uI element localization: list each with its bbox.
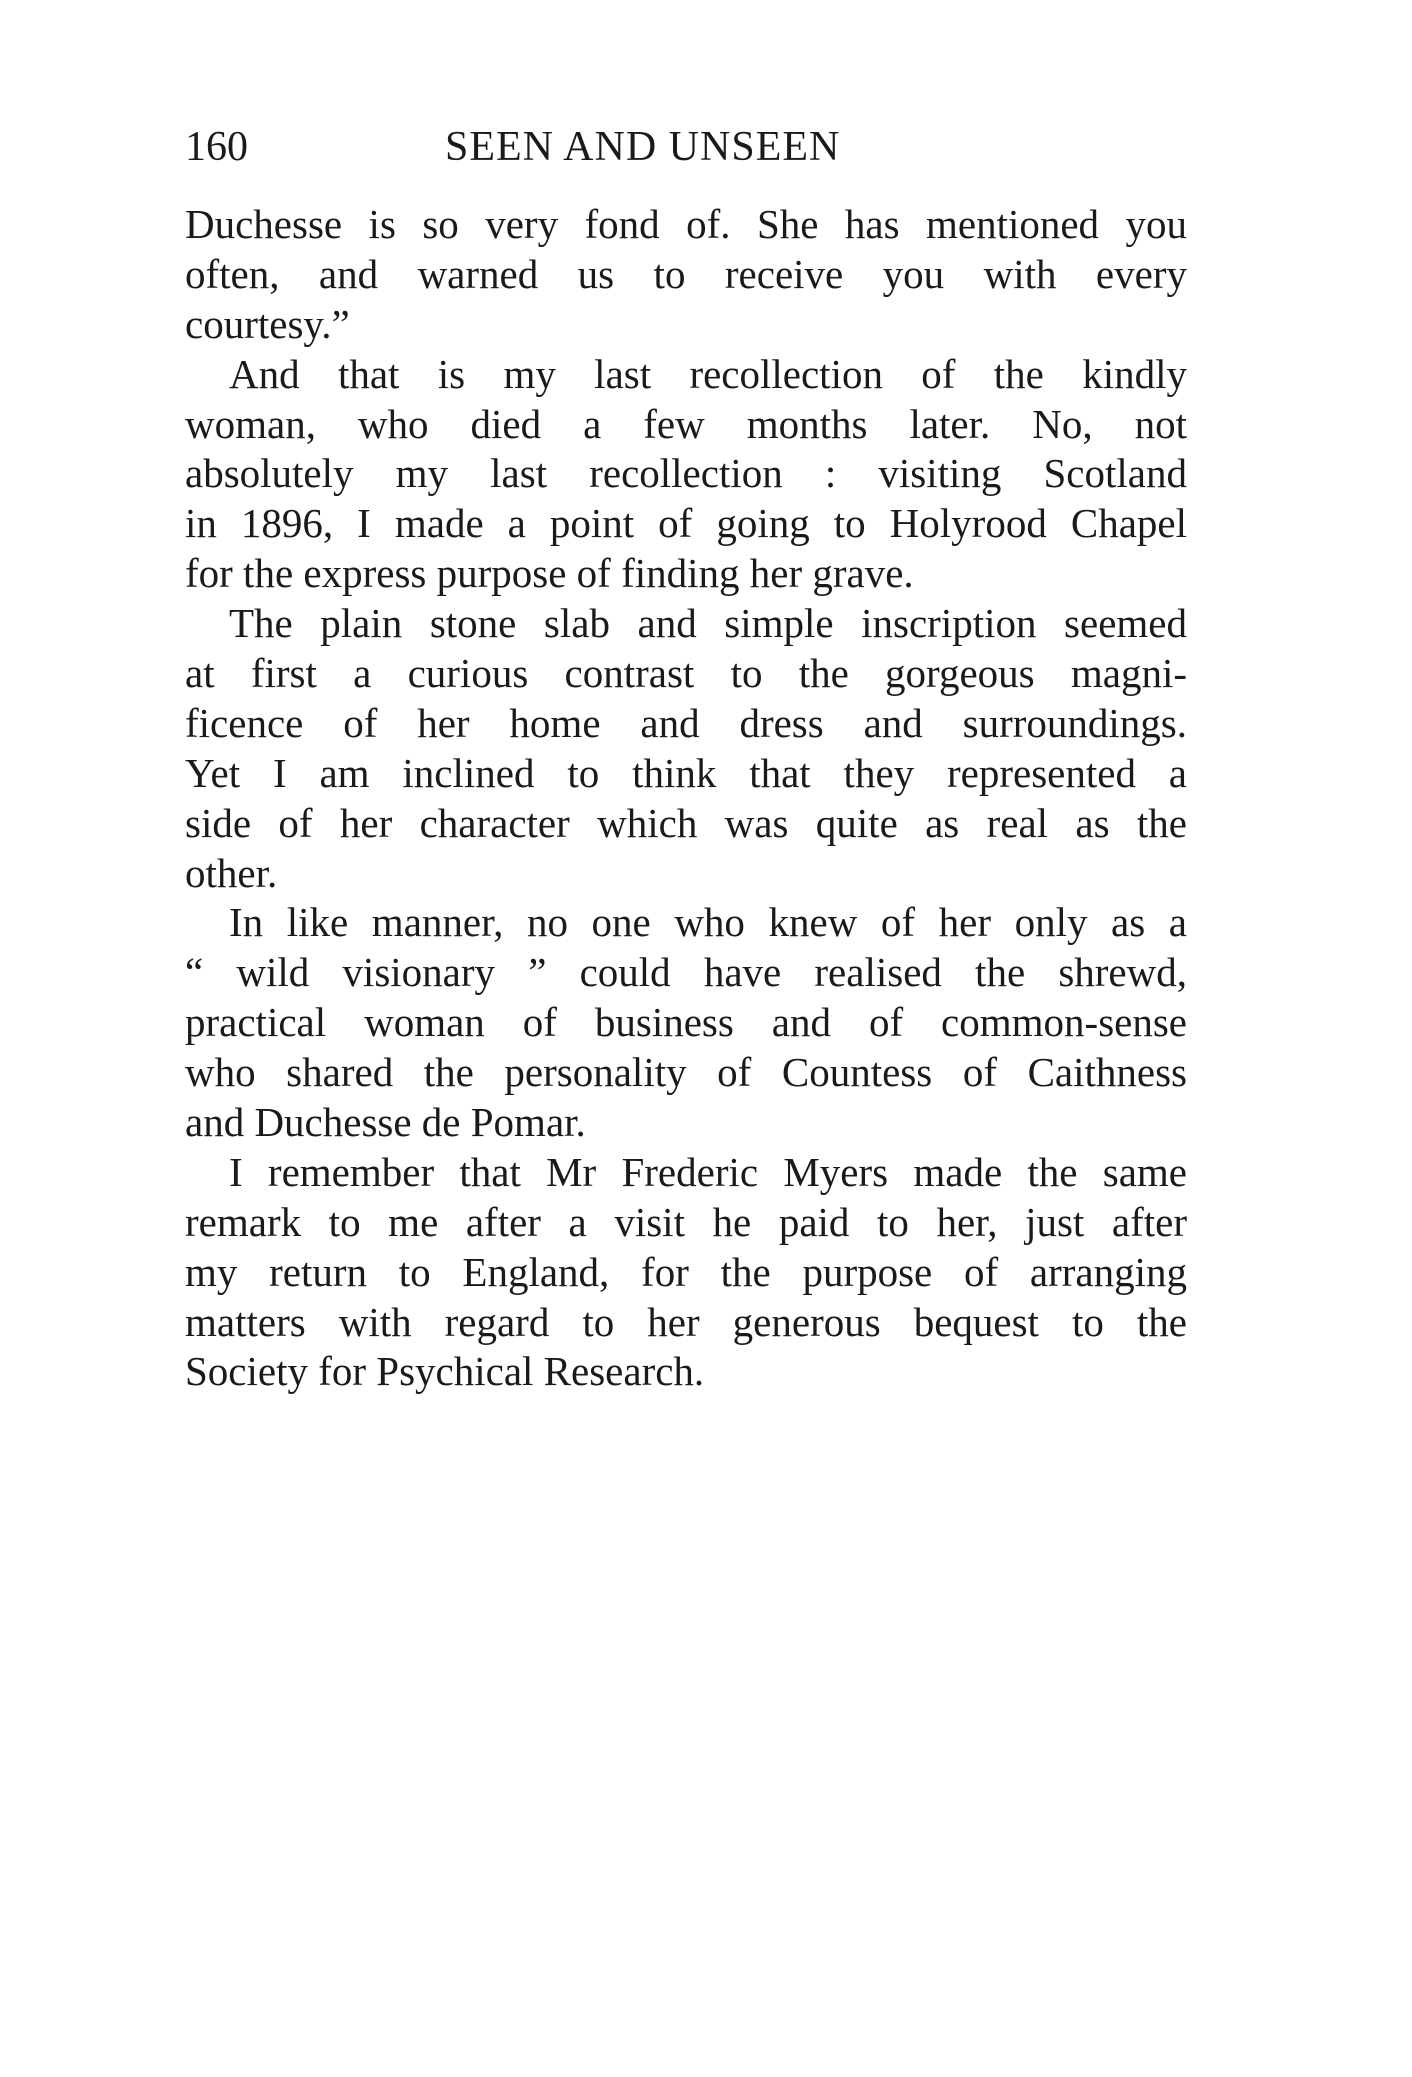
text-line: other. bbox=[185, 849, 278, 896]
text-line: courtesy.” bbox=[185, 300, 350, 347]
running-title: SEEN AND UNSEEN bbox=[445, 124, 841, 170]
text-line: ficence of her home and dress and surroundings. bbox=[185, 699, 1187, 746]
text-line: and Duchesse de Pomar. bbox=[185, 1099, 586, 1146]
text-line: Society for Psychical Research. bbox=[185, 1348, 705, 1395]
text-line: matters with regard to her generous bequest to the bbox=[185, 1298, 1187, 1345]
text-line: for the express purpose of finding her grave. bbox=[185, 550, 914, 597]
text-line: side of her character which was quite as real as the bbox=[185, 799, 1187, 846]
text-line: I remember that Mr Frederic Myers made the same bbox=[229, 1148, 1187, 1195]
text-line: absolutely my last recollection : visiting Scotland bbox=[185, 450, 1187, 497]
text-line: woman, who died a few months later. No, not bbox=[185, 400, 1187, 447]
text-line: practical woman of business and of common-sense bbox=[185, 999, 1187, 1046]
text-line: at first a curious contrast to the gorgeous magni- bbox=[185, 650, 1187, 697]
text-line: Duchesse is so very fond of. She has mentioned you bbox=[185, 201, 1187, 247]
body-text bbox=[185, 200, 1187, 1397]
text-line: remark to me after a visit he paid to her, just after bbox=[185, 1198, 1187, 1245]
text-line: in 1896, I made a point of going to Holyrood Chapel bbox=[185, 500, 1187, 547]
text-line: who shared the personality of Countess of Caithness bbox=[185, 1049, 1187, 1096]
text-line: In like manner, no one who knew of her only as a bbox=[229, 899, 1187, 946]
text-line: And that is my last recollection of the kindly bbox=[229, 350, 1187, 397]
text-line: The plain stone slab and simple inscription seemed bbox=[229, 600, 1187, 647]
text-line: often, and warned us to receive you with every bbox=[185, 250, 1187, 297]
text-line: my return to England, for the purpose of arranging bbox=[185, 1248, 1187, 1295]
text-line: Yet I am inclined to think that they represented a bbox=[185, 749, 1187, 796]
page-number: 160 bbox=[185, 124, 248, 170]
text-line: “ wild visionary ” could have realised the shrewd, bbox=[185, 949, 1187, 996]
running-head bbox=[185, 122, 1185, 172]
